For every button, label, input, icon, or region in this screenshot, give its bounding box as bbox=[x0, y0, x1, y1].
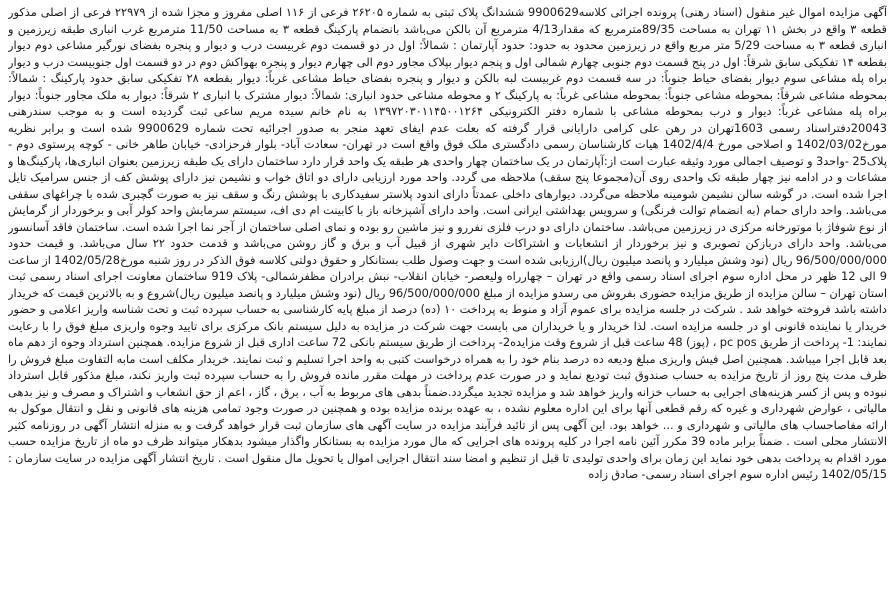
auction-notice bbox=[8, 4, 887, 607]
auction-notice-text: آگهی مزایده اموال غیر منقول (اسناد رهنی) پرونده اجرائی کلاسه9900629 ششدانگ پلاک ثبتی به شماره ۲۶۲۰۵ فرعی از ۱۱۶ اصلی مفروز و مجزا شده از ۲۲۹۷۹ فرعی از اصلی مذکور قطعه ۳ واقع در بخش ۱۱ تهران به مساحت 89/35مترمربع که مقدار4/13 مترمربع آن بالکن می‌باشد بانضمام پارکینگ قطعه ۳ به مساحت 11/50 مترمربع غرب انباری طبقه زیرزمین و انباری قطعه ۳ به مساحت 5/29 متر مربع واقع در زیرزمین محدود به حدود: حدود آپارتمان : شمالاً: اول در دو قسمت دوم غربیست درب و دیوار و پنجره بفضای نورگیر مشاعی دوم دیوار بقطعه ۱۴ تفکیکی سابق شرقاً: اول در پنج قسمت دوم جنوبی چهارم شمالی اول و پنجم دیوار بپلاک مجاور دوم الی چهارم دیوار و پنجره بهواکش دوم در دو قسمت اول جنوبیست درب و دیوار براه پله مشاعی سوم دیوار بفضای حیاط جنوباً: در سه قسمت دوم غربیست لبه بالکن و دیوار و پنجره بفضای حیاط مشاعی غرباً: دیوار بقطعه ۲۸ تفکیکی سابق حدود پارکینگ : شمالاً: بمحوطه مشاعی شرقاً: بمحوطه مشاعی جنوباً: بمحوطه مشاعی غرباً: به پارکینگ ۲ و محوطه مشاعی حدود انباری: شمالاً: دیوار مشترک با انباری ۲ شرقاً: دیوار به ملک مجاور جنوباً: دیوار براه پله مشاعی غرباً: دیوار و درب بمحوطه مشاعی با شماره دفتر الکترونیکی ۱۳۹۷۲۰۳۰۱۱۴۵۰۰۱۲۶۴ به نام خانم سیده مریم ساعی ثبت گردیده است و به موجب سندرهنی 20043دفتراسناد رسمی 1603تهران در رهن علی کرامی دارایانی قرار گرفته که بعلت عدم ایفای تعهد منجر به صدور اجرائیه تحت شماره 9900629 شده است و برابر نظریه مورخ1402/03/02 و اصلاحی مورخ 1402/4/4 هیات کارشناسان رسمی دادگستری ملک فوق واقع است در تهران- سعادت آباد- بلوار فرحزادی- خیابان طاهر خانی - کوچه پرستوی دوم - پلاک25 -واحد3 و توصیف اجمالی مورد وثیقه عبارت است از:آپارتمان در یک ساختمان چهار واحدی هر طبقه یک واحد قرار دارد ساختمان دارای یک طبقه زیرزمین بعنوان انباری‌ها، پارکینگ‌ها و مشاعات و در ادامه نیز چهار طبقه تک واحدی روی آن(مجموعا پنج سقف) ملاحظه می گردد. واحد مورد ارزیابی دارای دو اتاق خواب و نشیمن نیز دارای پوشش کف از جنس سرامیک تایل اجرا شده است. در گوشه سالن نشیمن شومینه ملاحظه می‌گردد. دیوارهای داخلی عمدتاً دارای اندود پلاستر سفیدکاری با پوشش رنگ و سقف نیز به صورت گچبری شده با چراغهای سقفی می‌باشد. واحد دارای حمام (به انضمام توالت فرنگی) و سرویس بهداشتی ایرانی است. واحد دارای آشپزخانه باز با کابینت ام دی اف، سیستم سرمایش واحد کولر آبی و برخوردار از گرمایش از نوع شوفاژ با موتورخانه مرکزی در زیرزمین می‌باشد. ساختمان دارای دو درب فلزی نفررو و نیز ماشین رو بوده و نمای اصلی ساختمان از آجر نما اجرا شده است. ساختمان فاقد آسانسور می‌باشد. واحد دارای دربازکن تصویری و نیز برخوردار از انشعابات و اشتراکات دایر شهری از قبیل آب و برق و گاز روشن می‌باشد و قدمت حدود ۲۲ سال می‌باشد. و قیمت حدود 96/500/000/000 ریال (نود وشش میلیارد و پانصد میلیون ریال)ارزیابی شده است و جهت وصول طلب بستانکار و حقوق دولتی کلاسه فوق الذکر در روز شنبه مورخ1402/05/28 از ساعت 9 الی 12 ظهر در محل اداره سوم اجرای اسناد رسمی واقع در تهران – چهارراه ولیعصر- خیابان انقلاب- نبش برادران مظفرشمالی- پلاک 919 ساختمان معاونت اجرای اسناد رسمی ثبت استان تهران – سالن مزایده از طریق مزایده حضوری بفروش می رسدو مزایده از مبلغ 96/500/000/000 ریال (نود وشش میلیارد و پانصد میلیون ریال)شروع و به بالاترین قیمت که خریدار داشته باشد فروخته خواهد شد . شرکت در جلسه مزایده برای عموم آزاد و منوط به پرداخت ۱۰ (ده) درصد از مبلغ پایه کارشناسی به حساب سپرده ثبت و تحت شناسه واریز اعلامی و حضور خریدار یا نماینده قانونی او در جلسه مزایده است. لذا خریدار و یا خریداران می بایست جهت شرکت در مزایده به دلیل سیستم بانک مرکزی برای تایید وجوه واریزی مبلغ فوق را با رعایت نمایند: 1- پرداخت از طریق pc pos ، (پوز) 48 ساعت قبل از شروع وقت مزایده2- پرداخت از طریق سیستم بانکی 72 ساعت اداری قبل از شروع مزایده. همچنین استرداد وجوه از دهم ماه بعد قابل اجرا میباشد. همچنین اصل فیش واریزی مبلغ ودیعه ده درصد بنام خود را به همراه درخواست کتبی به واحد اجرا تسلیم و ثبت نمایند. خریدار مکلف است مابه التفاوت مبلغ فروش را ظرف مدت پنج روز از تاریخ مزایده به حساب صندوق ثبت تودیع نماید و در صورت عدم پرداخت در مهلت مقرر مانده فروش را به حساب سپرده ثبت واریز نکند، مبلغ مذکور قابل استرداد نبوده و پس از کسر هزینه‌های اجرایی به حساب خزانه واریز خواهد شد و مزایده تجدید میگردد.ضمناً بدهی های مربوط به آب ، برق ، گاز ، اعم از حق انشعاب و اشتراک و مصرف و نیز بدهی مالیاتی ، عوارض شهرداری و غیره که رقم قطعی آنها برای این اداره معلوم نشده ، به عهده برنده مزایده بوده و همچنین در صورت وجود تمامی هزینه های قانونی و نقل و انتقال موکول به ارائه مفاصاحساب های مالیاتی و شهرداری و ... خواهد بود. این آگهی پس از تائید فرآیند مزایده در سایت آگهی های سازمان ثبت قرار خواهد گرفت و به منزله انتشار آگهی در روزنامه کثیر الانتشار محلی است . ضمناً برابر ماده 39 مکرر آئین نامه اجرا در کلیه پرونده های اجرایی که مال مورد مزایده به بستانکار واگذار میشود بدهکار میتواند ظرف دو ماه از تاریخ مزایده حسب مورد اقدام به پرداخت بدهی خود نماید این زمان برای واحدی تولیدی تا قبل از تنظیم و امضا سند انتقال اجرایی اموال یا تحویل مال منقول است . تاریخ انتشار آگهی مزایده در سایت سازمان : 1402/05/15 رئیس اداره سوم اجرای اسناد رسمی- صادق زاده bbox=[8, 5, 887, 481]
